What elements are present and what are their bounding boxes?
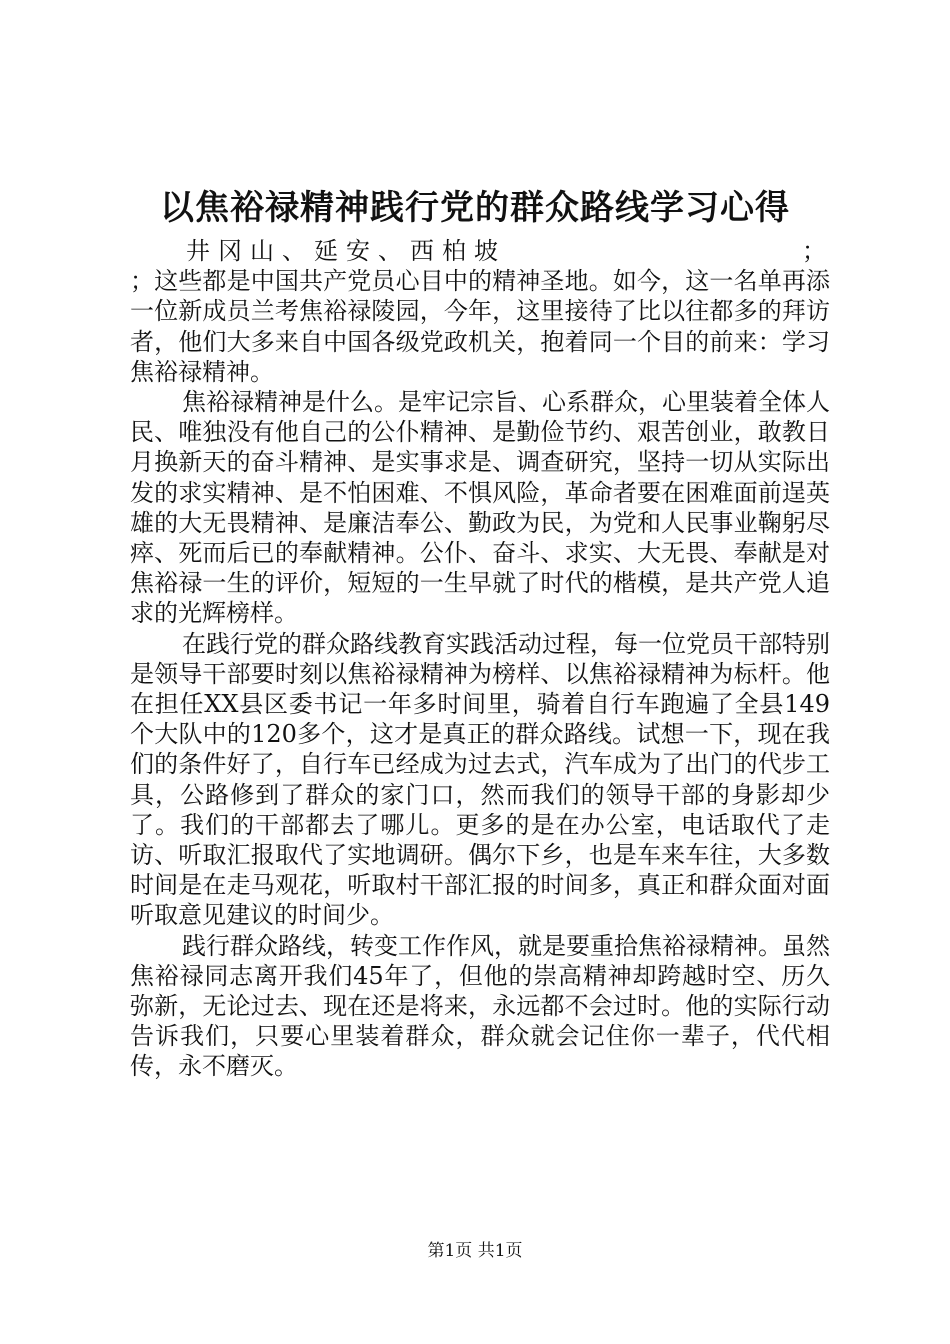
paragraph-4: 践行群众路线，转变工作作风，就是要重拾焦裕禄精神。虽然焦裕禄同志离开我们45年了，但他的崇高精神却跨越时空、历久弥新，无论过去、现在还是将来，永远都不会过时。他的实际行动告诉我们，只要心里装着群众，群众就会记住你一辈子，代代相传，永不磨灭。 [130,931,830,1081]
opening-line [130,236,830,266]
paragraph-3: 在践行党的群众路线教育实践活动过程，每一位党员干部特别是领导干部要时刻以焦裕禄精神为榜样、以焦裕禄精神为标杆。他在担任XX县区委书记一年多时间里，骑着自行车跑遍了全县149个大队中的120多个，这才是真正的群众路线。试想一下，现在我们的条件好了，自行车已经成为过去式，汽车成为了出门的代步工具，公路修到了群众的家门口，然而我们的领导干部的身影却少了。我们的干部都去了哪儿。更多的是在办公室，电话取代了走访、听取汇报取代了实地调研。偶尔下乡，也是车来车往，大多数时间是在走马观花，听取村干部汇报的时间多，真正和群众面对面听取意见建议的时间少。 [130,629,830,930]
opening-line-end: ； [802,237,826,265]
document-title: 以焦裕禄精神践行党的群众路线学习心得 [160,188,790,228]
page-footer: 第1页 共1页 [427,1241,523,1261]
opening-places: 井冈山、延安、西柏坡 [186,237,506,265]
paragraph-2: 焦裕禄精神是什么。是牢记宗旨、心系群众，心里装着全体人民、唯独没有他自己的公仆精神、是勤俭节约、艰苦创业，敢教日月换新天的奋斗精神、是实事求是、调查研究，坚持一切从实际出发的求实精神、是不怕困难、不惧风险，革命者要在困难面前逞英雄的大无畏精神、是廉洁奉公、勤政为民，为党和人民事业鞠躬尽瘁、死而后已的奉献精神。公仆、奋斗、求实、大无畏、奉献是对焦裕禄一生的评价，短短的一生早就了时代的楷模，是共产党人追求的光辉榜样。 [130,388,830,628]
document-body [130,236,830,1082]
paragraph-1: ；这些都是中国共产党员心目中的精神圣地。如今，这一名单再添一位新成员兰考焦裕禄陵园，今年，这里接待了比以往都多的拜访者，他们大多来自中国各级党政机关，抱着同一个目的前来：学习焦裕禄精神。 [130,267,830,386]
